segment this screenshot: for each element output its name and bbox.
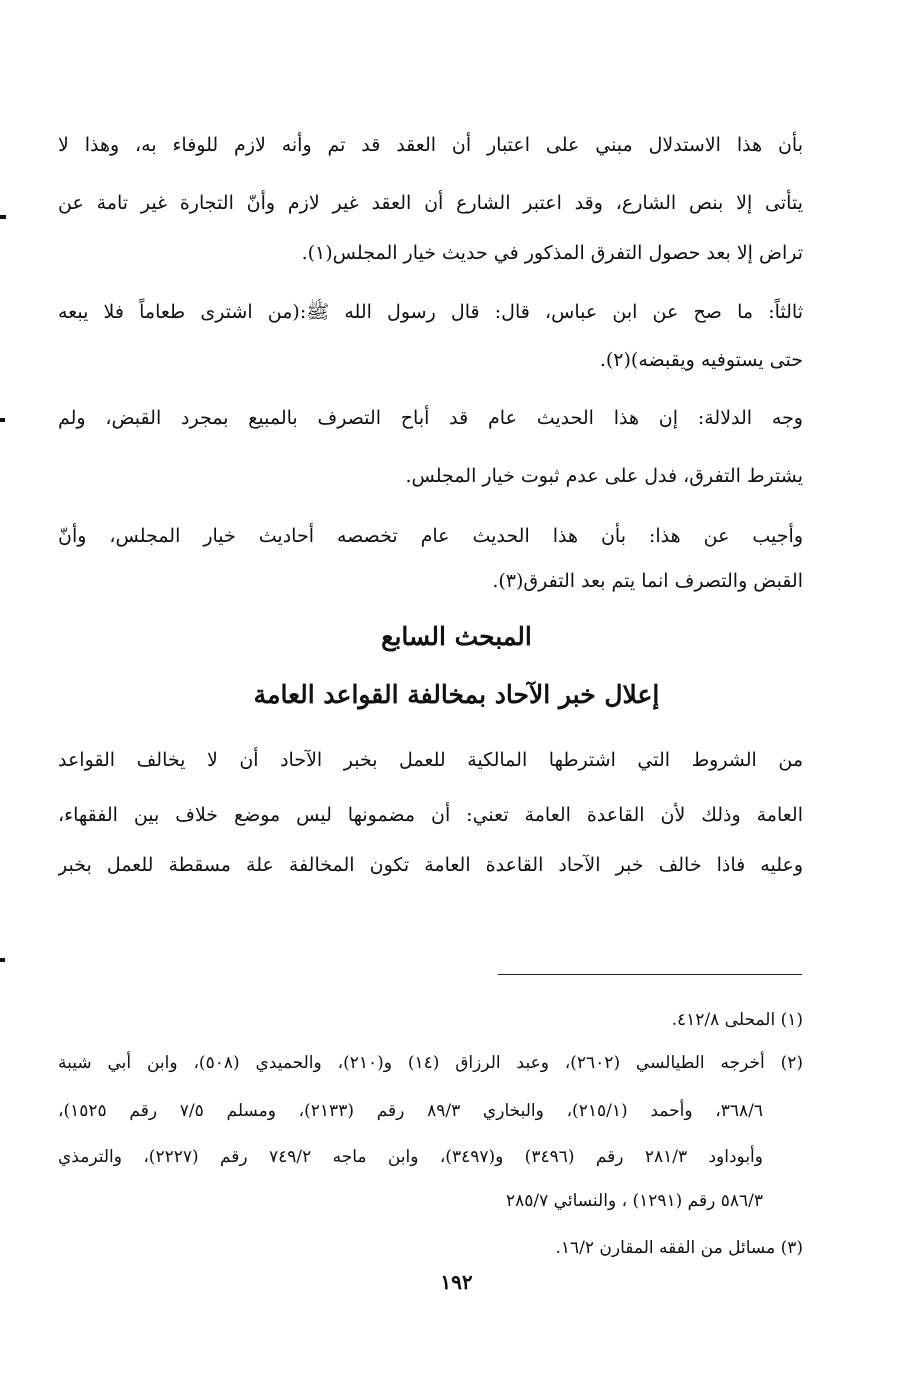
body-line: وجه الدلالة: إن هذا الحديث عام قد أباح التصرف بالمبيع بمجرد القبض، ولم [58, 407, 803, 429]
body-line: القبض والتصرف انما يتم بعد التفرق(٣). [492, 570, 803, 592]
body-line: تراض إلا بعد حصول التفرق المذكور في حديث خيار المجلس(١). [301, 242, 803, 264]
footnote: (١) المحلى ٤١٢/٨. [671, 1010, 803, 1030]
scan-mark [0, 418, 5, 422]
body-line: بأن هذا الاستدلال مبني على اعتبار أن العقد قد تم وأنه لازم للوفاء به، وهذا لا [58, 134, 803, 156]
body-line: يتأتى إلا بنص الشارع، وقد اعتبر الشارع أن العقد غير لازم وأنّ التجارة غير تامة عن [58, 192, 803, 214]
footnote: ٥٨٦/٣ رقم (١٢٩١) ، والنسائي ٢٨٥/٧ [506, 1191, 763, 1211]
body-line: وعليه فاذا خالف خبر الآحاد القاعدة العامة تكون المخالفة علة مسقطة للعمل بخبر [58, 854, 803, 876]
scan-mark [0, 215, 6, 219]
footnote: (٣) مسائل من الفقه المقارن ١٦/٢. [555, 1238, 803, 1258]
body-line: العامة وذلك لأن القاعدة العامة تعني: أن مضمونها ليس موضع خلاف بين الفقهاء، [58, 804, 803, 826]
scan-mark [0, 958, 5, 962]
body-line: ثالثاً: ما صح عن ابن عباس، قال: قال رسول الله ﷺ:(من اشترى طعاماً فلا يبعه [58, 301, 803, 323]
section-title: المبحث السابع [381, 622, 532, 651]
body-line: من الشروط التي اشترطها المالكية للعمل بخبر الآحاد أن لا يخالف القواعد [58, 749, 803, 771]
footnote: ٣٦٨/٦، وأحمد (٢١٥/١)، والبخاري ٨٩/٣ رقم (٢١٣٣)، ومسلم ٧/٥ رقم ١٥٢٥)، [58, 1101, 763, 1121]
body-line: حتى يستوفيه ويقبضه)(٢). [599, 349, 803, 371]
footnote-separator [498, 974, 802, 975]
body-line: يشترط التفرق، فدل على عدم ثبوت خيار المجلس. [405, 465, 803, 487]
page-number: ١٩٢ [440, 1270, 473, 1294]
footnote: وأبوداود ٢٨١/٣ رقم (٣٤٩٦) و(٣٤٩٧)، وابن ماجه ٧٤٩/٢ رقم (٢٢٢٧)، والترمذي [58, 1147, 763, 1167]
footnote: (٢) أخرجه الطيالسي (٢٦٠٢)، وعبد الرزاق (١٤) و(٢١٠)، والحميدي (٥٠٨)، وابن أبي شيبة [58, 1053, 803, 1073]
section-subtitle: إعلال خبر الآحاد بمخالفة القواعد العامة [253, 680, 660, 709]
body-line: وأجيب عن هذا: بأن هذا الحديث عام تخصصه أحاديث خيار المجلس، وأنّ [58, 525, 803, 547]
